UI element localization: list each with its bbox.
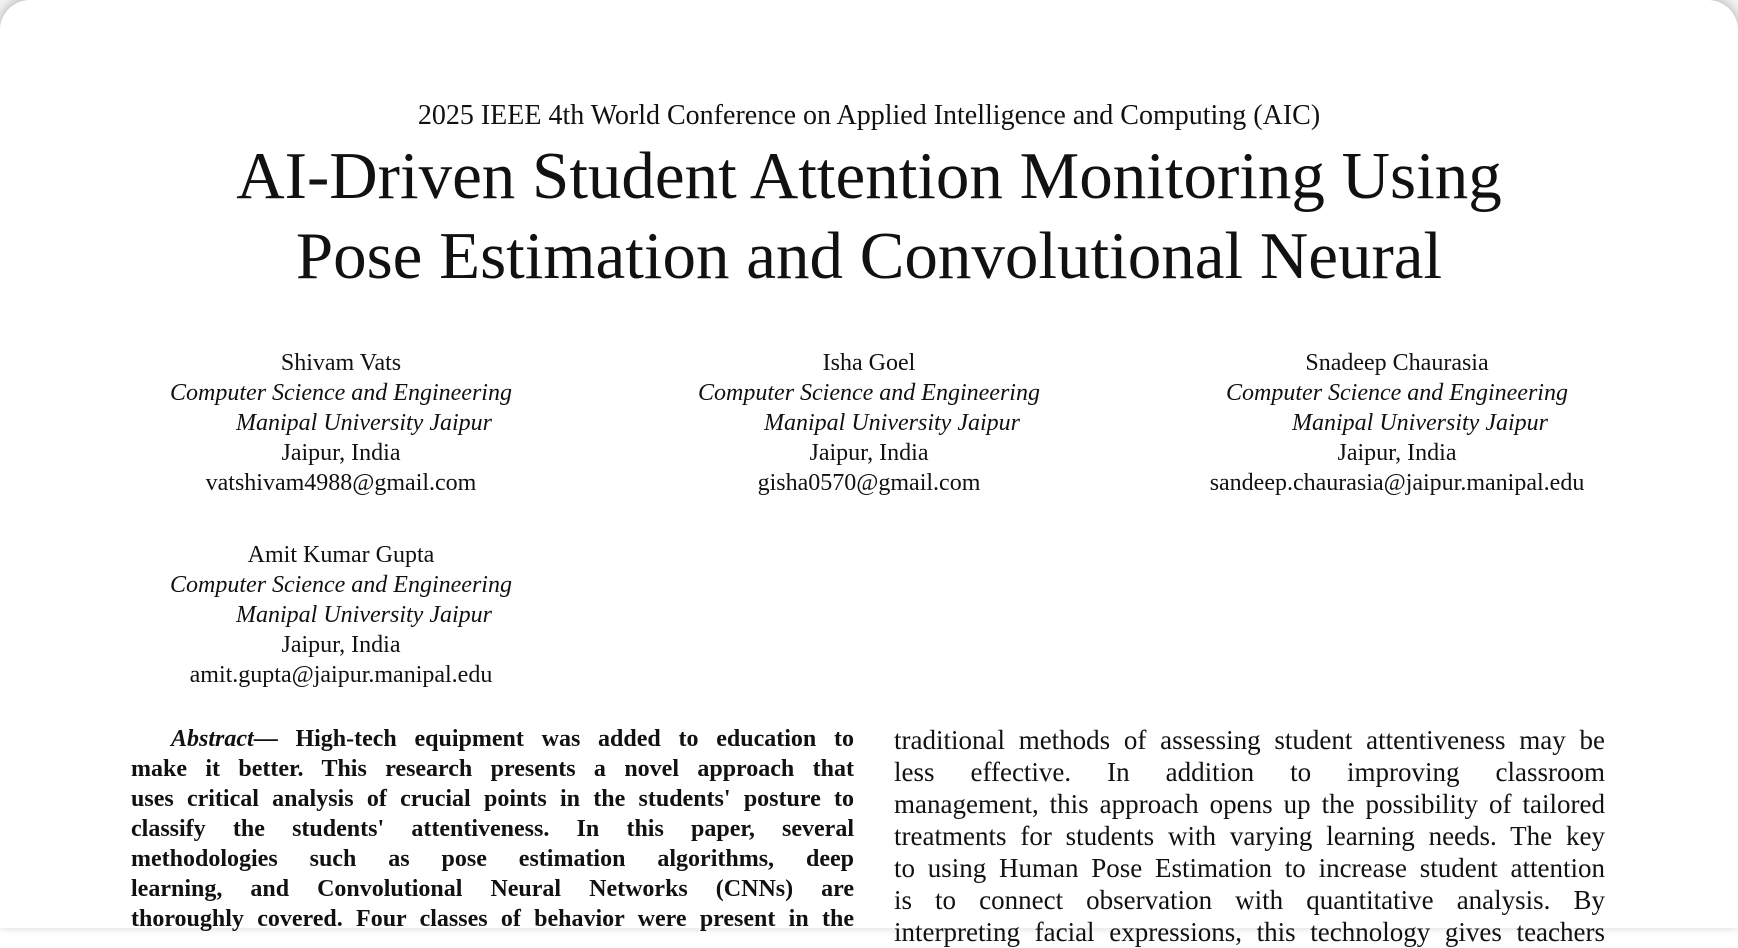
author-city: Jaipur, India <box>281 440 401 466</box>
author-department: Computer Science and Engineering <box>170 380 512 406</box>
body-line: treatments for students with varying learning needs. The key <box>894 821 1605 851</box>
author-city: Jaipur, India <box>281 632 401 658</box>
author-city: Jaipur, India <box>809 440 929 466</box>
body-line: to using Human Pose Estimation to increase student attention <box>894 853 1605 883</box>
abstract-line: learning, and Convolutional Neural Networks (CNNs) are <box>131 876 854 902</box>
body-line: interpreting facial expressions, this technology gives teachers <box>894 917 1605 947</box>
abstract-line: classify the students' attentiveness. In this paper, several <box>131 816 854 842</box>
abstract-line: uses critical analysis of crucial points in the students' posture to <box>131 786 854 812</box>
author-block <box>131 540 551 690</box>
author-university: Manipal University Jaipur <box>1292 410 1548 436</box>
abstract-line-text: — High-tech equipment was added to education to <box>253 726 854 752</box>
body-line: less effective. In addition to improving classroom <box>894 757 1605 787</box>
body-line: management, this approach opens up the possibility of tailored <box>894 789 1605 819</box>
body-text-column <box>894 724 1605 948</box>
title-line: AI-Driven Student Attention Monitoring Using <box>236 139 1502 213</box>
author-department: Computer Science and Engineering <box>698 380 1040 406</box>
author-name: Isha Goel <box>822 350 916 376</box>
author-name: Shivam Vats <box>280 350 402 376</box>
abstract <box>131 724 854 934</box>
conference-header: 2025 IEEE 4th World Conference on Applied Intelligence and Computing (AIC) <box>417 100 1321 131</box>
author-department: Computer Science and Engineering <box>1226 380 1568 406</box>
abstract-line: make it better. This research presents a novel approach that <box>131 756 854 782</box>
author-block <box>131 348 551 498</box>
author-email[interactable]: sandeep.chaurasia@jaipur.manipal.edu <box>1209 470 1585 496</box>
author-email[interactable]: gisha0570@gmail.com <box>757 470 981 496</box>
author-department: Computer Science and Engineering <box>170 572 512 598</box>
author-university: Manipal University Jaipur <box>236 602 492 628</box>
author-name: Amit Kumar Gupta <box>247 542 435 568</box>
author-name: Snadeep Chaurasia <box>1305 350 1489 376</box>
author-university: Manipal University Jaipur <box>764 410 1020 436</box>
body-line: traditional methods of assessing student attentiveness may be <box>894 725 1605 755</box>
author-university: Manipal University Jaipur <box>236 410 492 436</box>
abstract-line <box>131 724 854 754</box>
abstract-line: methodologies such as pose estimation algorithms, deep <box>131 846 854 872</box>
author-email[interactable]: amit.gupta@jaipur.manipal.edu <box>189 662 493 688</box>
paper-title <box>120 136 1618 296</box>
body-line: is to connect observation with quantitative analysis. By <box>894 885 1605 915</box>
author-city: Jaipur, India <box>1337 440 1457 466</box>
abstract-label: Abstract <box>171 726 254 752</box>
author-email[interactable]: vatshivam4988@gmail.com <box>205 470 477 496</box>
author-block <box>659 348 1079 498</box>
title-line: Pose Estimation and Convolutional Neural <box>295 219 1443 293</box>
author-block <box>1187 348 1607 498</box>
abstract-line: thoroughly covered. Four classes of behavior were present in the <box>131 906 854 932</box>
